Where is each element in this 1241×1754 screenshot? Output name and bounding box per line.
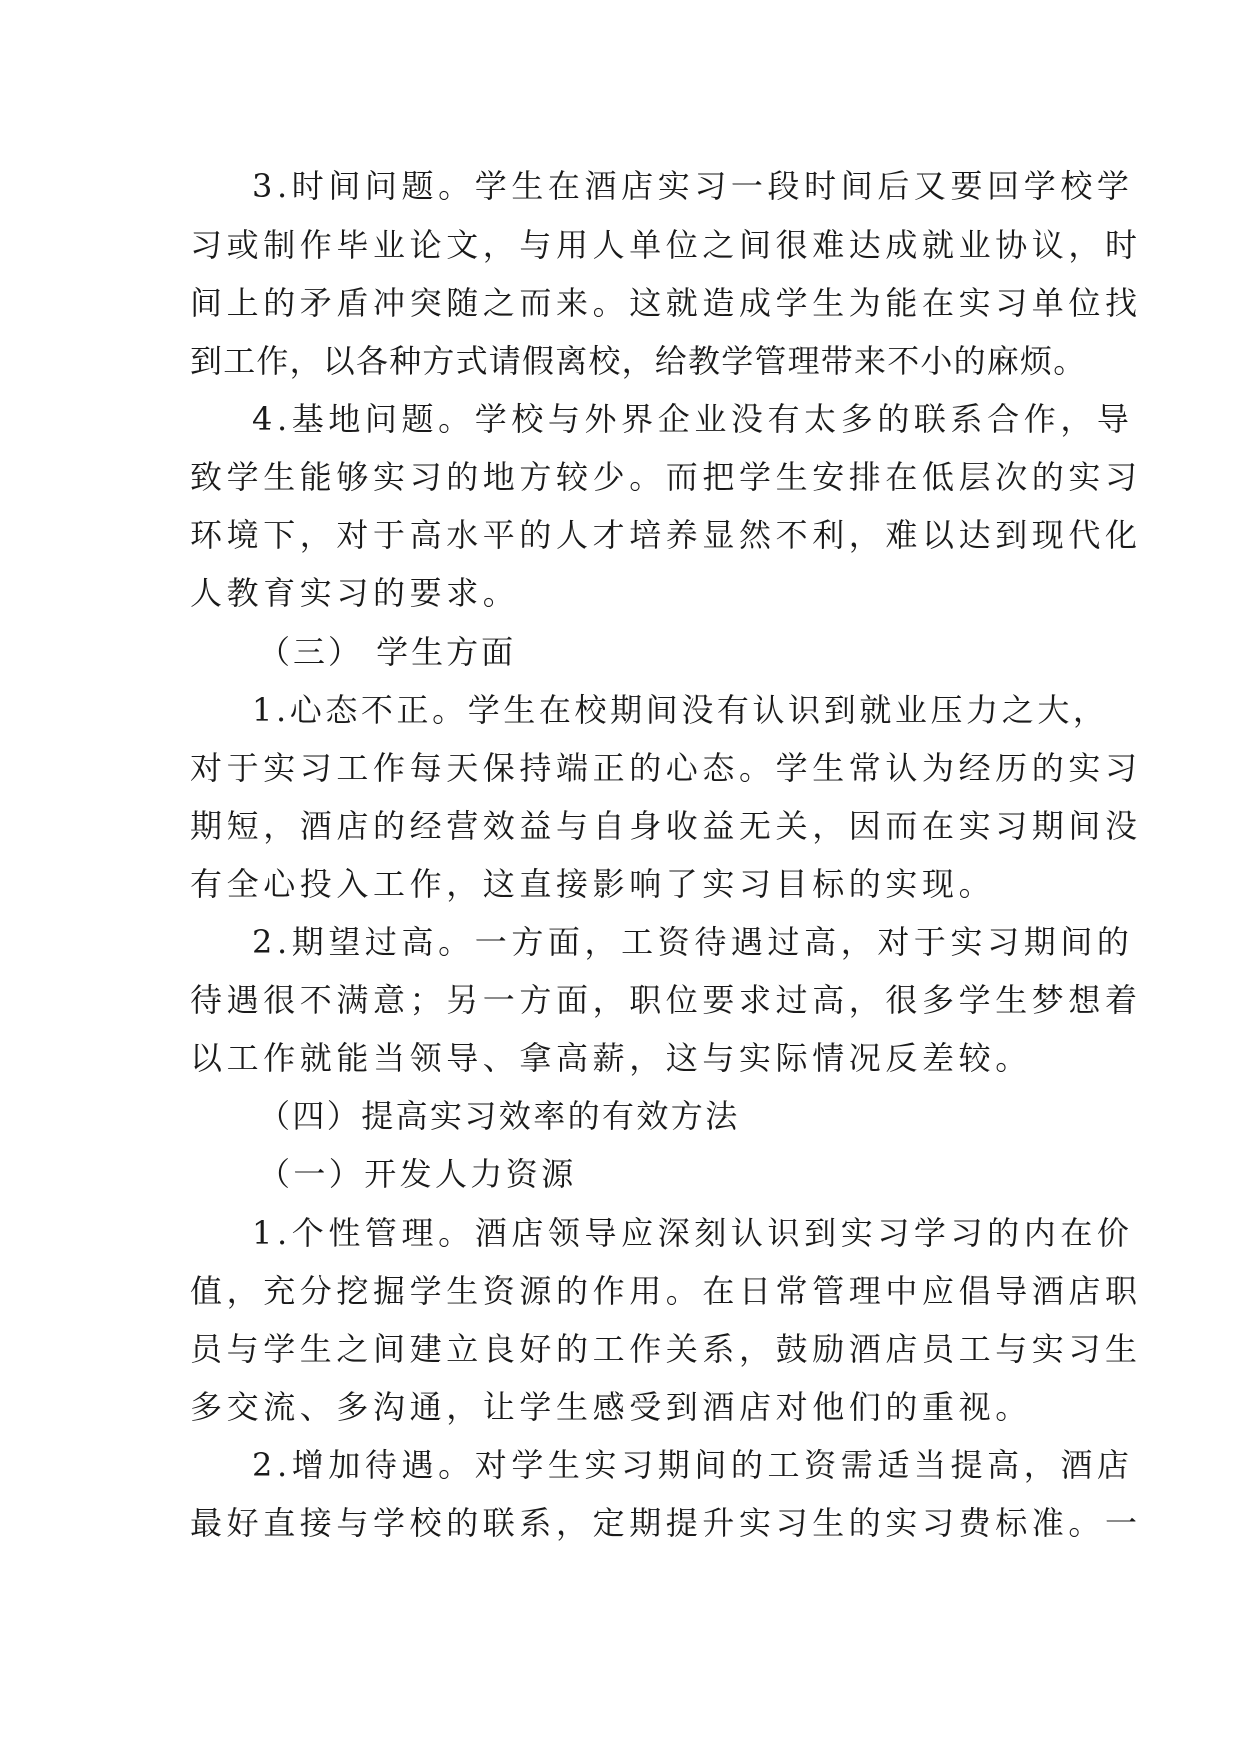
paragraph-line: 2.增加待遇。对学生实习期间的工资需适当提高，酒店 bbox=[252, 1446, 1134, 1484]
paragraph-line: 1.心态不正。学生在校期间没有认识到就业压力之大， bbox=[252, 691, 1109, 729]
paragraph-line: 最好直接与学校的联系，定期提升实习生的实习费标准。一 bbox=[190, 1504, 1142, 1542]
paragraph-line: 致学生能够实习的地方较少。而把学生安排在低层次的实习 bbox=[190, 458, 1142, 496]
paragraph-line: 1.个性管理。酒店领导应深刻认识到实习学习的内在价 bbox=[252, 1214, 1134, 1252]
paragraph-line: 间上的矛盾冲突随之而来。这就造成学生为能在实习单位找 bbox=[190, 284, 1142, 322]
paragraph-line: 4.基地问题。学校与外界企业没有太多的联系合作，导 bbox=[252, 400, 1134, 438]
subsection-heading: （一）开发人力资源 bbox=[258, 1155, 577, 1193]
paragraph-line: 有全心投入工作，这直接影响了实习目标的实现。 bbox=[190, 865, 996, 903]
paragraph-line: 期短，酒店的经营效益与自身收益无关，因而在实习期间没 bbox=[190, 807, 1142, 845]
paragraph-line: 环境下，对于高水平的人才培养显然不利，难以达到现代化 bbox=[190, 516, 1142, 554]
paragraph-line: 习或制作毕业论文，与用人单位之间很难达成就业协议，时 bbox=[190, 226, 1142, 264]
paragraph-line: 多交流、多沟通，让学生感受到酒店对他们的重视。 bbox=[190, 1388, 1032, 1426]
section-heading: （四）提高实习效率的有效方法 bbox=[258, 1097, 740, 1135]
paragraph-line: 以工作就能当领导、拿高薪，这与实际情况反差较。 bbox=[190, 1039, 1032, 1077]
paragraph-line: 员与学生之间建立良好的工作关系，鼓励酒店员工与实习生 bbox=[190, 1330, 1142, 1368]
paragraph-line: 待遇很不满意；另一方面，职位要求过高，很多学生梦想着 bbox=[190, 981, 1142, 1019]
paragraph-line: 到工作，以各种方式请假离校，给教学管理带来不小的麻烦。 bbox=[190, 342, 1087, 380]
paragraph-line: 人教育实习的要求。 bbox=[190, 574, 520, 612]
section-heading: （三） 学生方面 bbox=[258, 633, 517, 671]
paragraph-line: 2.期望过高。一方面，工资待遇过高，对于实习期间的 bbox=[252, 923, 1134, 961]
paragraph-line: 对于实习工作每天保持端正的心态。学生常认为经历的实习 bbox=[190, 749, 1142, 787]
paragraph-line: 3.时间问题。学生在酒店实习一段时间后又要回学校学 bbox=[252, 167, 1134, 205]
paragraph-line: 值，充分挖掘学生资源的作用。在日常管理中应倡导酒店职 bbox=[190, 1272, 1142, 1310]
